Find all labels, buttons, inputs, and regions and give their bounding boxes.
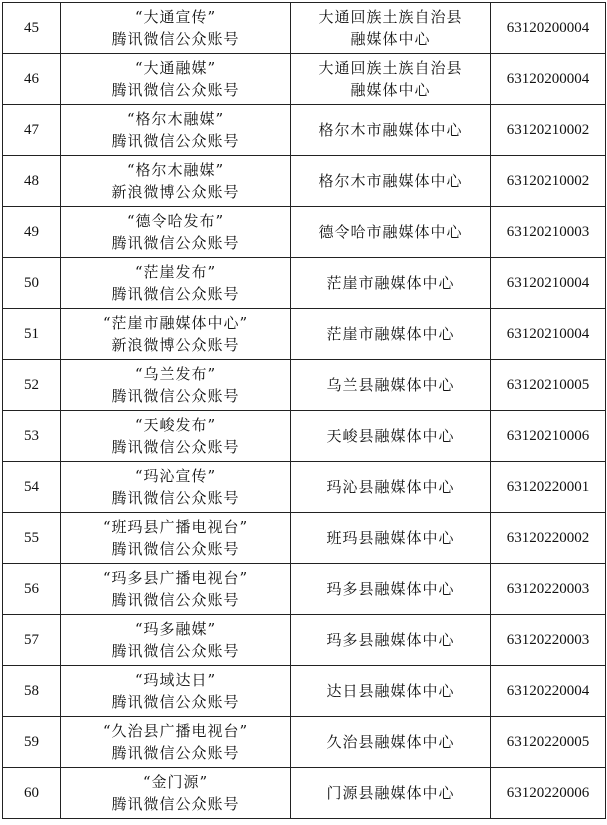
organization-name-line: 玛多县融媒体中心 xyxy=(326,580,455,598)
row-number-cell: 55 xyxy=(3,513,61,564)
registration-code-cell: 63120210002 xyxy=(491,156,606,207)
table-row xyxy=(3,360,606,411)
row-number-cell: 57 xyxy=(3,615,61,666)
table-row xyxy=(3,309,606,360)
organization-name-line: 玛多县融媒体中心 xyxy=(326,631,455,649)
account-cell xyxy=(61,156,291,207)
account-cell xyxy=(61,207,291,258)
account-platform: 腾讯微信公众账号 xyxy=(111,693,240,711)
organization-cell xyxy=(291,411,491,462)
row-number-cell: 45 xyxy=(3,3,61,54)
registration-code-cell: 63120220003 xyxy=(491,615,606,666)
account-name: “大通宣传” xyxy=(134,8,217,26)
organization-name-line: 融媒体中心 xyxy=(350,30,431,48)
organization-name-line: 乌兰县融媒体中心 xyxy=(326,376,455,394)
registration-code-cell: 63120200004 xyxy=(491,3,606,54)
registration-code-cell: 63120220002 xyxy=(491,513,606,564)
account-platform: 腾讯微信公众账号 xyxy=(111,30,240,48)
organization-cell xyxy=(291,54,491,105)
account-cell xyxy=(61,768,291,819)
account-name: “茫崖发布” xyxy=(134,263,217,281)
organization-name-line: 大通回族土族自治县 xyxy=(318,8,463,26)
organization-name-line: 融媒体中心 xyxy=(350,81,431,99)
organization-cell xyxy=(291,768,491,819)
account-cell xyxy=(61,360,291,411)
registration-code-cell: 63120220005 xyxy=(491,717,606,768)
account-cell xyxy=(61,54,291,105)
account-name: “玛多县广播电视台” xyxy=(102,569,249,587)
account-name: “班玛县广播电视台” xyxy=(102,518,249,536)
registration-code-cell: 63120220003 xyxy=(491,564,606,615)
registration-code-cell: 63120210005 xyxy=(491,360,606,411)
account-platform: 新浪微博公众账号 xyxy=(111,183,240,201)
account-cell xyxy=(61,3,291,54)
account-cell xyxy=(61,717,291,768)
table-row xyxy=(3,105,606,156)
table-row xyxy=(3,54,606,105)
account-cell xyxy=(61,513,291,564)
table-row xyxy=(3,258,606,309)
table-row xyxy=(3,156,606,207)
organization-cell xyxy=(291,717,491,768)
organization-cell xyxy=(291,462,491,513)
row-number-cell: 54 xyxy=(3,462,61,513)
organization-cell xyxy=(291,258,491,309)
table-row xyxy=(3,615,606,666)
table-body xyxy=(3,3,606,819)
table-row xyxy=(3,768,606,819)
organization-cell xyxy=(291,3,491,54)
table-row xyxy=(3,513,606,564)
account-cell xyxy=(61,258,291,309)
account-platform: 腾讯微信公众账号 xyxy=(111,81,240,99)
registration-code-cell: 63120220004 xyxy=(491,666,606,717)
row-number-cell: 50 xyxy=(3,258,61,309)
account-platform: 腾讯微信公众账号 xyxy=(111,438,240,456)
table-row xyxy=(3,717,606,768)
organization-cell xyxy=(291,615,491,666)
account-cell xyxy=(61,666,291,717)
organization-name-line: 茫崖市融媒体中心 xyxy=(326,274,455,292)
registration-code-cell: 63120220001 xyxy=(491,462,606,513)
account-name: “久治县广播电视台” xyxy=(102,722,249,740)
organization-cell xyxy=(291,513,491,564)
organization-cell xyxy=(291,309,491,360)
account-platform: 腾讯微信公众账号 xyxy=(111,132,240,150)
row-number-cell: 46 xyxy=(3,54,61,105)
account-platform: 腾讯微信公众账号 xyxy=(111,795,240,813)
organization-cell xyxy=(291,666,491,717)
organization-name-line: 天峻县融媒体中心 xyxy=(326,427,455,445)
account-platform: 腾讯微信公众账号 xyxy=(111,744,240,762)
row-number-cell: 59 xyxy=(3,717,61,768)
row-number-cell: 48 xyxy=(3,156,61,207)
account-cell xyxy=(61,615,291,666)
organization-name-line: 达日县融媒体中心 xyxy=(326,682,455,700)
organization-name-line: 格尔木市融媒体中心 xyxy=(318,121,463,139)
account-platform: 腾讯微信公众账号 xyxy=(111,642,240,660)
row-number-cell: 51 xyxy=(3,309,61,360)
organization-cell xyxy=(291,207,491,258)
table-row xyxy=(3,411,606,462)
account-cell xyxy=(61,411,291,462)
table-row xyxy=(3,207,606,258)
account-cell xyxy=(61,462,291,513)
organization-name-line: 格尔木市融媒体中心 xyxy=(318,172,463,190)
row-number-cell: 58 xyxy=(3,666,61,717)
organization-name-line: 班玛县融媒体中心 xyxy=(326,529,455,547)
table-row xyxy=(3,3,606,54)
account-platform: 腾讯微信公众账号 xyxy=(111,489,240,507)
row-number-cell: 60 xyxy=(3,768,61,819)
account-name: “玛域达日” xyxy=(134,671,217,689)
account-name: “茫崖市融媒体中心” xyxy=(102,314,249,332)
account-name: “德令哈发布” xyxy=(126,212,225,230)
organization-name-line: 玛沁县融媒体中心 xyxy=(326,478,455,496)
table-row xyxy=(3,564,606,615)
account-platform: 腾讯微信公众账号 xyxy=(111,387,240,405)
account-platform: 腾讯微信公众账号 xyxy=(111,540,240,558)
account-registry-table xyxy=(2,2,606,819)
table-row xyxy=(3,462,606,513)
organization-cell xyxy=(291,564,491,615)
organization-name-line: 久治县融媒体中心 xyxy=(326,733,455,751)
account-name: “大通融媒” xyxy=(134,59,217,77)
account-name: “乌兰发布” xyxy=(134,365,217,383)
registration-code-cell: 63120220006 xyxy=(491,768,606,819)
registration-code-cell: 63120200004 xyxy=(491,54,606,105)
table-row xyxy=(3,666,606,717)
account-platform: 新浪微博公众账号 xyxy=(111,336,240,354)
organization-cell xyxy=(291,156,491,207)
account-name: “玛多融媒” xyxy=(134,620,217,638)
account-name: “格尔木融媒” xyxy=(126,161,225,179)
account-cell xyxy=(61,309,291,360)
registration-code-cell: 63120210003 xyxy=(491,207,606,258)
organization-name-line: 德令哈市融媒体中心 xyxy=(318,223,463,241)
organization-name-line: 茫崖市融媒体中心 xyxy=(326,325,455,343)
account-name: “天峻发布” xyxy=(134,416,217,434)
account-platform: 腾讯微信公众账号 xyxy=(111,234,240,252)
registration-code-cell: 63120210006 xyxy=(491,411,606,462)
account-name: “金门源” xyxy=(142,773,209,791)
account-name: “玛沁宣传” xyxy=(134,467,217,485)
account-name: “格尔木融媒” xyxy=(126,110,225,128)
account-cell xyxy=(61,105,291,156)
registration-code-cell: 63120210004 xyxy=(491,309,606,360)
row-number-cell: 56 xyxy=(3,564,61,615)
account-platform: 腾讯微信公众账号 xyxy=(111,285,240,303)
organization-name-line: 门源县融媒体中心 xyxy=(326,784,455,802)
row-number-cell: 47 xyxy=(3,105,61,156)
organization-cell xyxy=(291,105,491,156)
row-number-cell: 52 xyxy=(3,360,61,411)
organization-cell xyxy=(291,360,491,411)
row-number-cell: 49 xyxy=(3,207,61,258)
account-platform: 腾讯微信公众账号 xyxy=(111,591,240,609)
registration-code-cell: 63120210004 xyxy=(491,258,606,309)
account-cell xyxy=(61,564,291,615)
organization-name-line: 大通回族土族自治县 xyxy=(318,59,463,77)
row-number-cell: 53 xyxy=(3,411,61,462)
registration-code-cell: 63120210002 xyxy=(491,105,606,156)
